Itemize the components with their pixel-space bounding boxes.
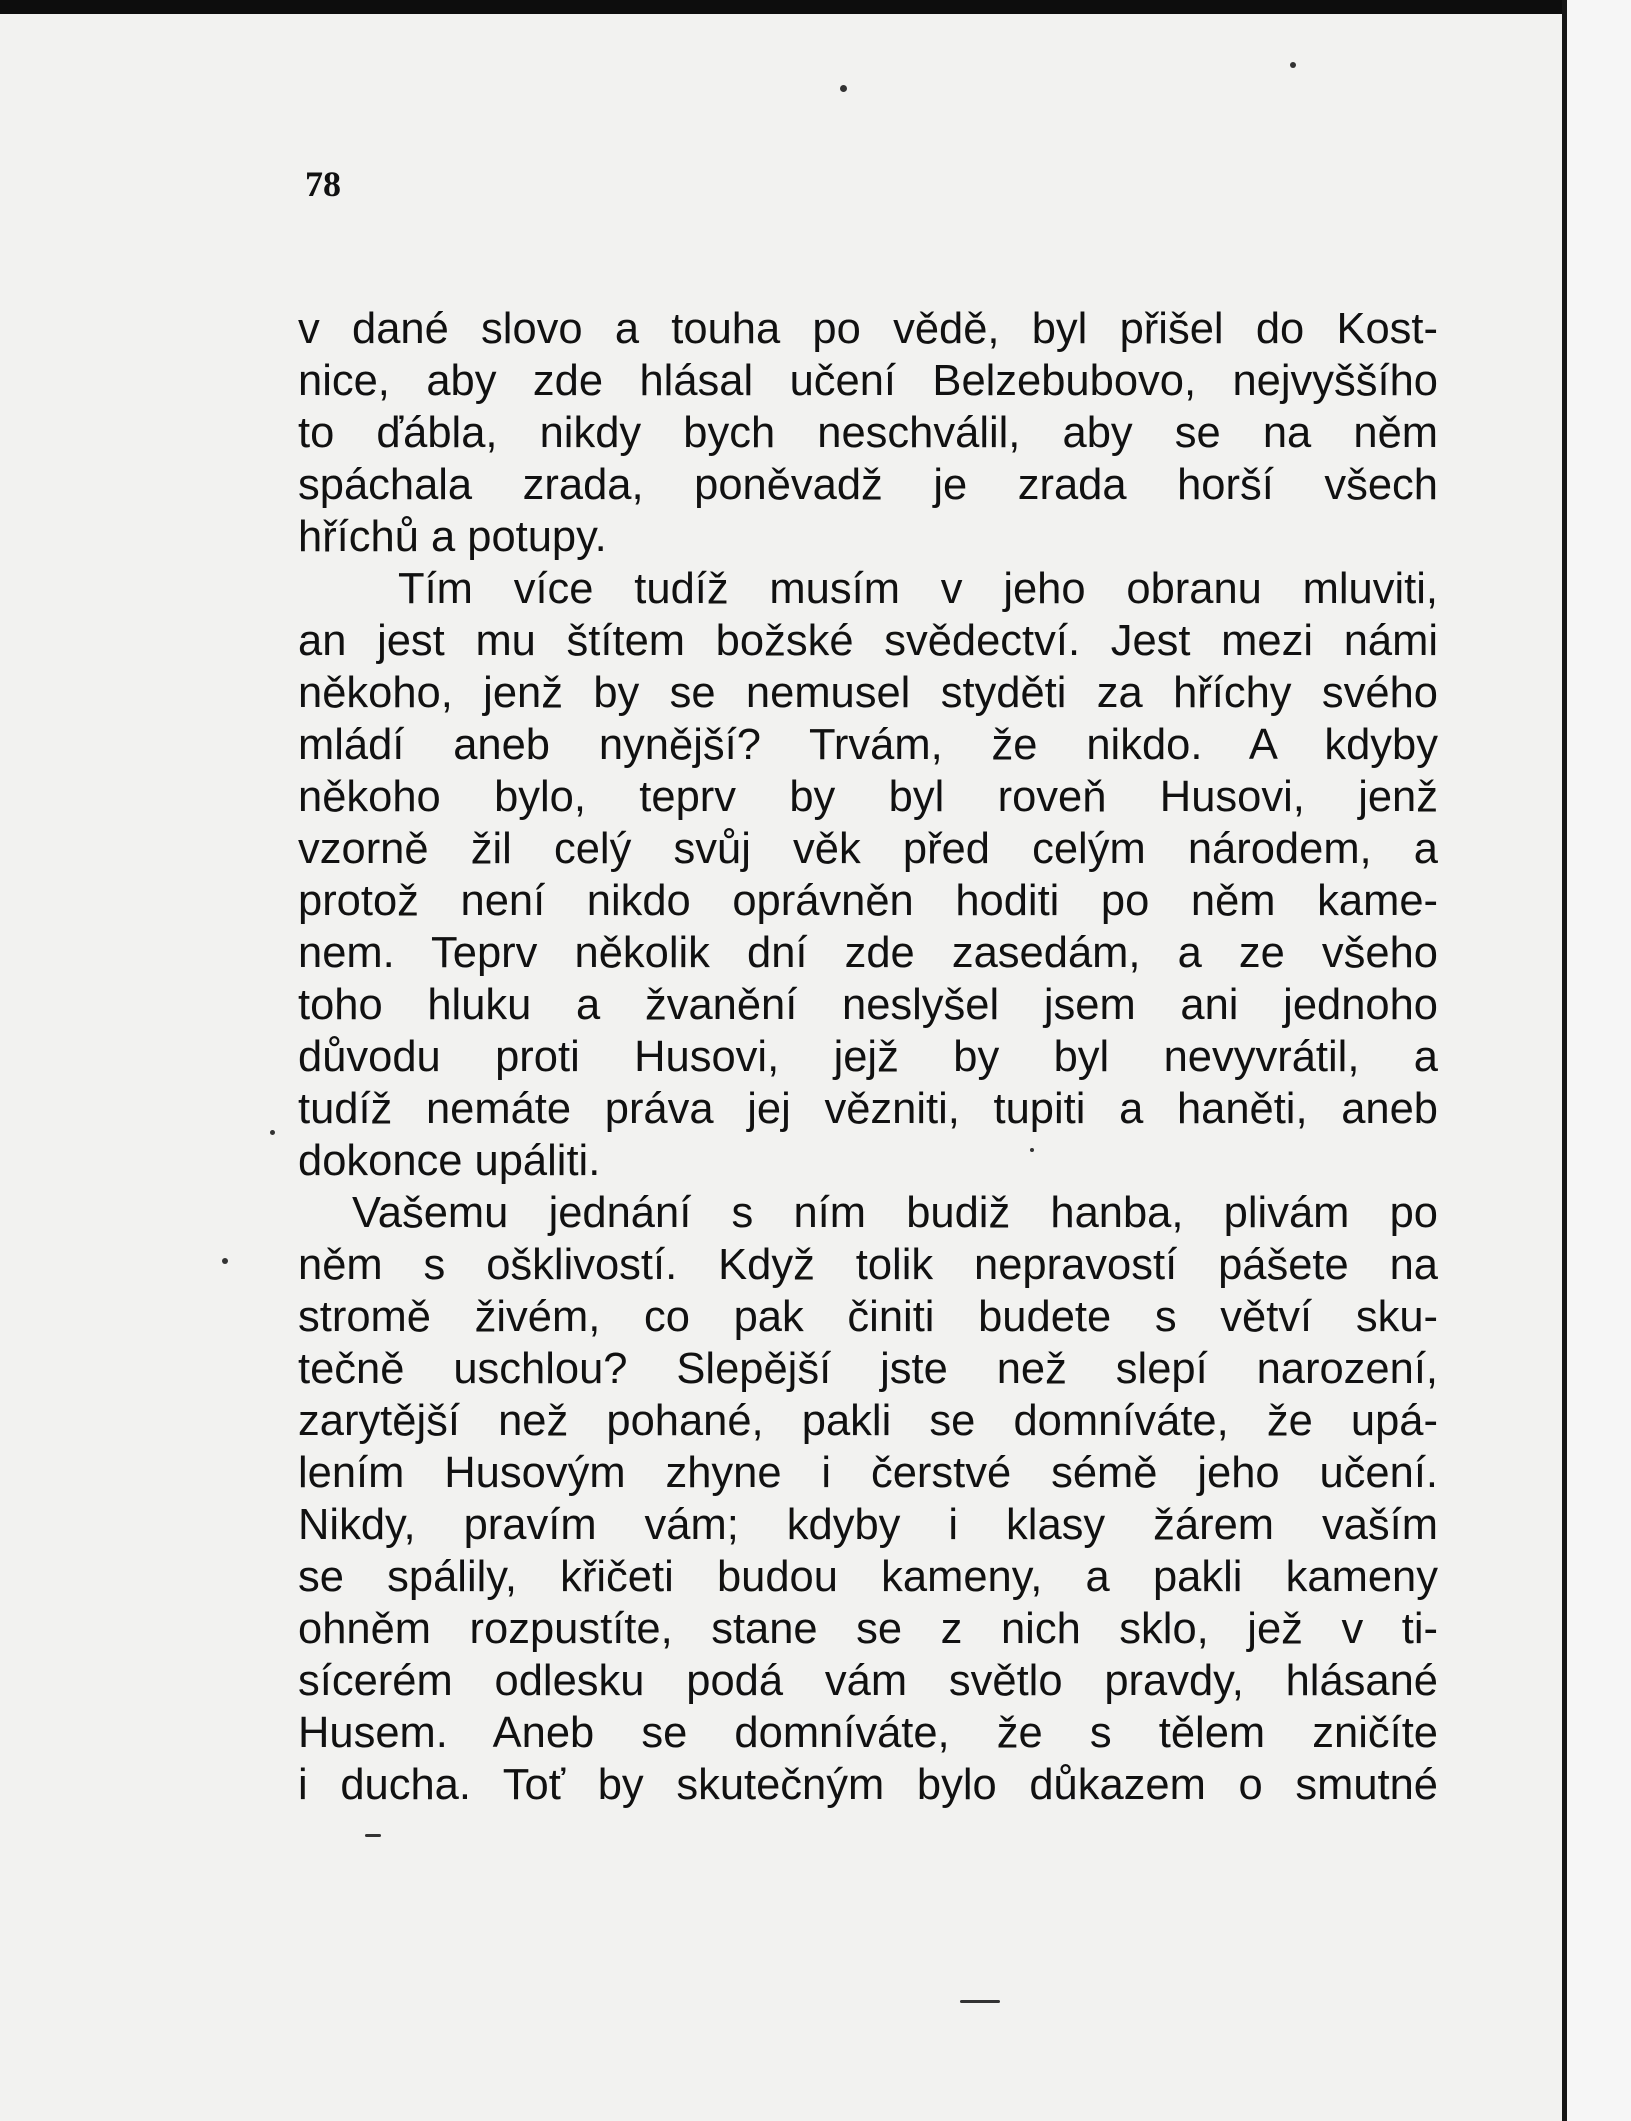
text-line: v dané slovo a touha po vědě, byl přišel do Kost- [298,305,1438,353]
text-line: vzorně žil celý svůj věk před celým národem, a [298,825,1438,873]
text-line: i ducha. Toť by skutečným bylo důkazem o smutné [298,1761,1438,1809]
text-line: tudíž nemáte práva jej vězniti, tupiti a haněti, aneb [298,1085,1438,1133]
text-line: se spálily, křičeti budou kameny, a pakli kameny [298,1553,1438,1601]
text-line: Tím více tudíž musím v jeho obranu mluviti, [398,565,1438,613]
text-line: mládí aneb nynější? Trvám, že nikdo. A kdyby [298,721,1438,769]
body-text [298,303,1438,1811]
text-line: nem. Teprv několik dní zde zasedám, a ze všeho [298,929,1438,977]
text-line: an jest mu štítem božské svědectví. Jest mezi námi [298,617,1438,665]
text-line: lením Husovým zhyne i čerstvé sémě jeho učení. [298,1449,1438,1497]
text-line: dokonce upáliti. [298,1137,601,1185]
text-line: důvodu proti Husovi, jejž by byl nevyvrátil, a [298,1033,1438,1081]
text-line: něm s ošklivostí. Když tolik nepravostí pášete na [298,1241,1438,1289]
text-line: toho hluku a žvanění neslyšel jsem ani jednoho [298,981,1438,1029]
text-line: spáchala zrada, poněvadž je zrada horší všech [298,461,1438,509]
text-line: protož není nikdo oprávněn hoditi po něm kame- [298,877,1438,925]
text-line: sícerém odlesku podá vám světlo pravdy, hlásané [298,1657,1438,1705]
scan-speck [840,85,847,92]
scan-right-edge [1562,0,1631,2121]
scan-speck [222,1258,228,1264]
text-line: někoho, jenž by se nemusel styděti za hříchy svého [298,669,1438,717]
text-line: Vašemu jednání s ním budiž hanba, plivám po [352,1189,1438,1237]
text-line: tečně uschlou? Slepější jste než slepí narození, [298,1345,1438,1393]
scan-speck [960,2000,1000,2003]
text-line: hříchů a potupy. [298,513,607,561]
text-line: stromě živém, co pak činiti budete s větví sku- [298,1293,1438,1341]
text-line: zarytější než pohané, pakli se domníváte, že upá- [298,1397,1438,1445]
scan-speck [270,1130,275,1135]
scan-speck [365,1834,381,1837]
text-line: to ďábla, nikdy bych neschválil, aby se na něm [298,409,1438,457]
text-line: Nikdy, pravím vám; kdyby i klasy žárem vaším [298,1501,1438,1549]
text-line: ohněm rozpustíte, stane se z nich sklo, jež v ti- [298,1605,1438,1653]
text-line: někoho bylo, teprv by byl roveň Husovi, jenž [298,773,1438,821]
text-line: nice, aby zde hlásal učení Belzebubovo, nejvyššího [298,357,1438,405]
scan-top-edge [0,0,1631,14]
scan-speck [1290,62,1296,68]
text-line: Husem. Aneb se domníváte, že s tělem zničíte [298,1709,1438,1757]
scan-speck [1030,1148,1034,1152]
page-number: 78 [305,164,341,204]
